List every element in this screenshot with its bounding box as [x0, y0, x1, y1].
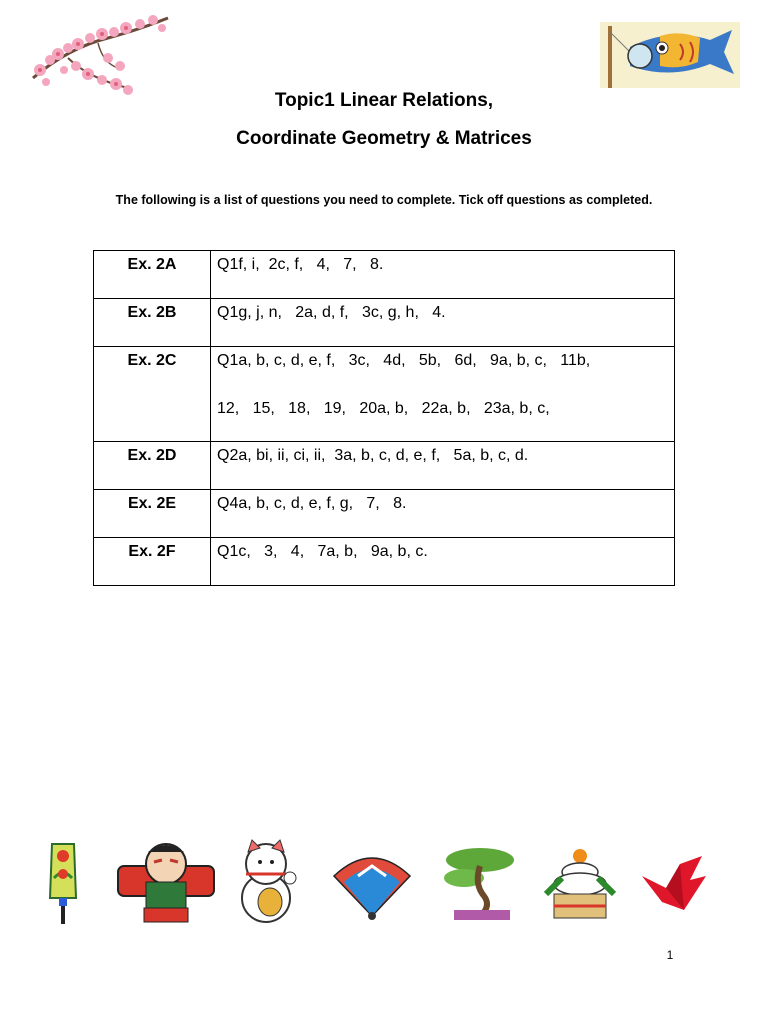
question-list: Q1a, b, c, d, e, f, 3c, 4d, 5b, 6d, 9a, b, c, 11b, 12, 15, 18, 19, 20a, b, 22a, b, 23a, b, c,: [211, 347, 675, 442]
table-row: [94, 538, 675, 586]
instructions-text: The following is a list of questions you need to complete. Tick off questions as completed.: [115, 193, 653, 207]
koinobori-icon: [600, 22, 740, 88]
table-row: [94, 347, 675, 442]
exercise-label: Ex. 2D: [94, 442, 211, 490]
kagami-mochi-icon: [546, 849, 614, 918]
hagoita-icon: [50, 844, 76, 924]
folding-fan-icon: [334, 858, 410, 920]
question-list: Q1g, j, n, 2a, d, f, 3c, g, h, 4.: [211, 299, 675, 347]
question-list: Q1c, 3, 4, 7a, b, 9a, b, c.: [211, 538, 675, 586]
exercise-table: [93, 250, 675, 586]
question-list: Q2a, bi, ii, ci, ii, 3a, b, c, d, e, f, 5a, b, c, d.: [211, 442, 675, 490]
decorative-icon-row: [40, 838, 730, 928]
origami-crane-icon: [642, 856, 706, 910]
exercise-label: Ex. 2A: [94, 251, 211, 299]
exercise-label: Ex. 2F: [94, 538, 211, 586]
kabuki-kite-icon: [118, 844, 214, 922]
exercise-label: Ex. 2C: [94, 347, 211, 442]
cherry-blossom-icon: [28, 8, 173, 103]
table-row: [94, 251, 675, 299]
exercise-label: Ex. 2B: [94, 299, 211, 347]
page-title-line2: Coordinate Geometry & Matrices: [236, 128, 532, 149]
maneki-neko-icon: [242, 840, 296, 922]
table-row: [94, 299, 675, 347]
page-title-line1: Topic1 Linear Relations,: [274, 90, 494, 111]
table-row: [94, 442, 675, 490]
bonsai-icon: [444, 848, 514, 920]
question-list: Q1f, i, 2c, f, 4, 7, 8.: [211, 251, 675, 299]
page-number: 1: [666, 948, 674, 962]
question-list: Q4a, b, c, d, e, f, g, 7, 8.: [211, 490, 675, 538]
table-row: [94, 490, 675, 538]
exercise-label: Ex. 2E: [94, 490, 211, 538]
